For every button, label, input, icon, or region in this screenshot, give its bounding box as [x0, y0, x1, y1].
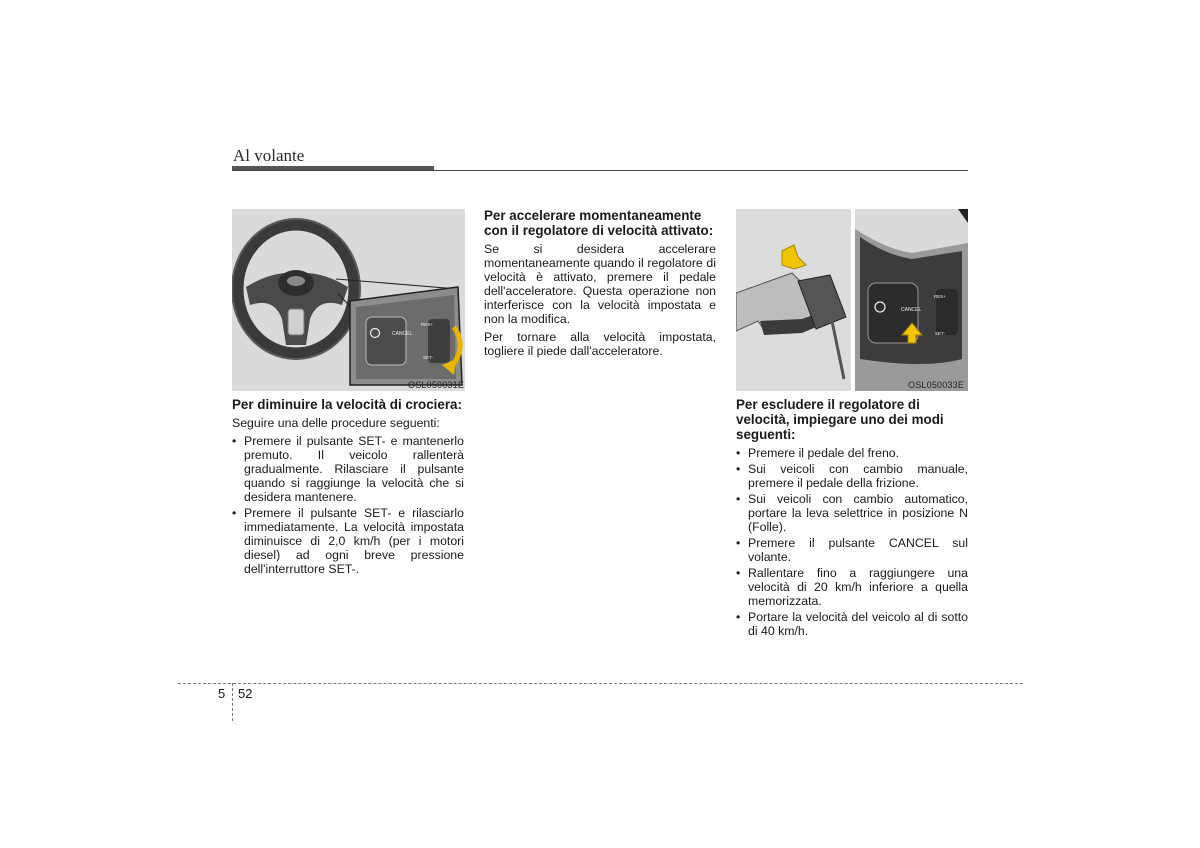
page-header-title: Al volante	[233, 146, 305, 165]
cancel-cruise-list	[736, 446, 968, 638]
set-button-label: SET-	[423, 355, 434, 360]
cancel-button-label: CANCEL	[392, 331, 413, 337]
list-item: • Rallentare fino a raggiungere una velocità di 20 km/h inferiore a quella memorizzata.	[736, 566, 968, 608]
footer-divider	[178, 683, 1023, 684]
paragraph: Se si desidera accelerare momentaneamente quando il regolatore di velocità è attivato, premere il pedale dell'acceleratore. Questa operazione non interferisce con la velocità impostata e non la modifica.	[484, 242, 716, 326]
right-column	[736, 397, 968, 640]
section-heading-decrease-speed: Per diminuire la velocità di crociera:	[232, 397, 462, 412]
section-heading-accelerate: Per accelerare momentaneamente con il regolatore di velocità attivato:	[484, 208, 714, 238]
res-button-label: RES+	[934, 294, 946, 299]
list-item: • Portare la velocità del veicolo al di sotto di 40 km/h.	[736, 610, 968, 638]
list-item: • Premere il pulsante CANCEL sul volante.	[736, 536, 968, 564]
steering-wheel-illustration	[232, 209, 465, 391]
intro-text: Seguire una delle procedure seguenti:	[232, 416, 440, 430]
list-item: • Sui veicoli con cambio manuale, premere il pedale della frizione.	[736, 462, 968, 490]
set-button-label: SET-	[935, 331, 946, 336]
cancel-button-label: CANCEL	[901, 307, 922, 313]
res-button-label: RES+	[421, 322, 433, 327]
pedal-and-cancel-illustration	[736, 209, 968, 391]
middle-column	[484, 208, 716, 362]
section-heading-cancel-cruise: Per escludere il regolatore di velocità, impiegare uno dei modi seguenti:	[736, 397, 944, 442]
left-column	[232, 397, 464, 578]
figure-code-right: OSL050033E	[908, 380, 965, 390]
list-item: • Premere il pedale del freno.	[736, 446, 968, 460]
list-item: • Premere il pulsante SET- e rilasciarlo immediatamente. La velocità impostata diminuisce di 2,0 km/h (per i motori diesel) ad ogni breve pressione dell'interruttore SET-.	[232, 506, 464, 576]
footer-vertical-divider	[232, 683, 233, 721]
paragraph: Per tornare alla velocità impostata, togliere il piede dall'acceleratore.	[484, 330, 716, 358]
list-item: • Sui veicoli con cambio automatico, portare la leva selettrice in posizione N (Folle).	[736, 492, 968, 534]
page-number: 52	[238, 686, 253, 701]
header-rule	[232, 170, 968, 171]
decrease-speed-list	[232, 434, 464, 576]
figure-code-left: OSL050031E	[408, 380, 465, 390]
list-item: • Premere il pulsante SET- e mantenerlo premuto. Il veicolo rallenterà gradualmente. Rilasciare il pulsante quando si raggiunge la velocità che si desidera mantenere.	[232, 434, 464, 504]
chapter-number: 5	[218, 686, 226, 701]
